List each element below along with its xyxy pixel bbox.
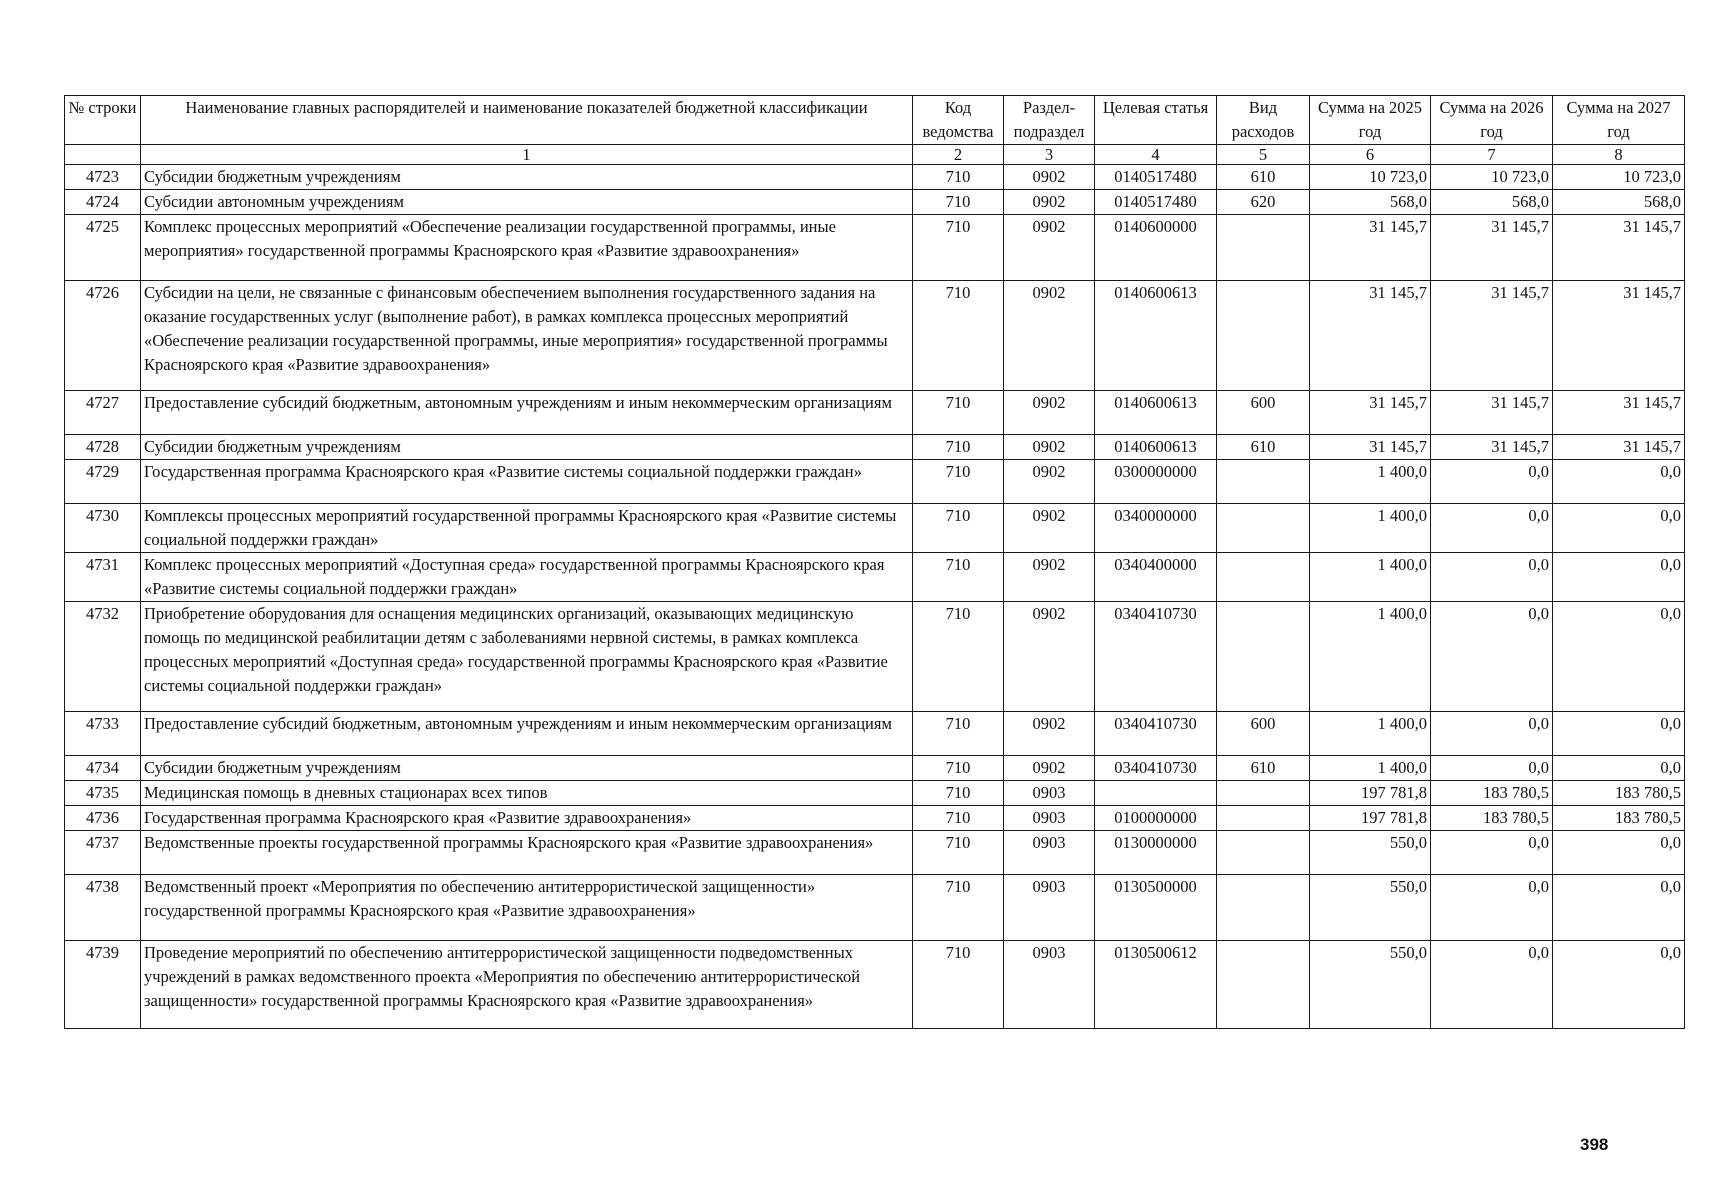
amount-2026-cell: 183 780,5 — [1431, 781, 1553, 806]
amount-2025-cell: 550,0 — [1310, 941, 1431, 1029]
row-number-cell: 4734 — [65, 756, 141, 781]
row-name-cell: Ведомственные проекты государственной программы Красноярского края «Развитие здравоохранения» — [141, 831, 913, 875]
column-number-cell: 6 — [1310, 145, 1431, 165]
amount-2027-cell: 31 145,7 — [1553, 281, 1685, 391]
header-cell: Целевая статья — [1095, 96, 1217, 145]
header-cell: Наименование главных распорядителей и наименование показателей бюджетной классификации — [141, 96, 913, 145]
target-article-cell: 0340410730 — [1095, 602, 1217, 712]
table-row — [65, 712, 1685, 756]
row-name-cell: Государственная программа Красноярского края «Развитие системы социальной поддержки граждан» — [141, 460, 913, 504]
expense-type-cell — [1217, 831, 1310, 875]
amount-2025-cell: 550,0 — [1310, 875, 1431, 941]
dept-code-cell: 710 — [913, 553, 1004, 602]
target-article-cell: 0130000000 — [1095, 831, 1217, 875]
amount-2026-cell: 0,0 — [1431, 941, 1553, 1029]
row-number-cell: 4729 — [65, 460, 141, 504]
row-name-cell: Комплекс процессных мероприятий «Доступная среда» государственной программы Красноярского края «Развитие системы социальной поддержки граждан» — [141, 553, 913, 602]
row-name-cell: Комплекс процессных мероприятий «Обеспечение реализации государственной программы, иные мероприятия» государственной программы Красноярского края «Развитие здравоохранения» — [141, 215, 913, 281]
amount-2027-cell: 0,0 — [1553, 602, 1685, 712]
target-article-cell: 0140517480 — [1095, 190, 1217, 215]
amount-2025-cell: 31 145,7 — [1310, 435, 1431, 460]
row-name-cell: Субсидии бюджетным учреждениям — [141, 165, 913, 190]
header-cell: Раздел-подраздел — [1004, 96, 1095, 145]
amount-2025-cell: 1 400,0 — [1310, 553, 1431, 602]
dept-code-cell: 710 — [913, 781, 1004, 806]
amount-2025-cell: 550,0 — [1310, 831, 1431, 875]
table-row — [65, 190, 1685, 215]
amount-2026-cell: 0,0 — [1431, 875, 1553, 941]
amount-2026-cell: 31 145,7 — [1431, 435, 1553, 460]
section-code-cell: 0902 — [1004, 281, 1095, 391]
target-article-cell: 0340410730 — [1095, 756, 1217, 781]
column-number-cell: 2 — [913, 145, 1004, 165]
section-code-cell: 0902 — [1004, 602, 1095, 712]
amount-2027-cell: 0,0 — [1553, 712, 1685, 756]
amount-2027-cell: 0,0 — [1553, 553, 1685, 602]
expense-type-cell: 610 — [1217, 756, 1310, 781]
row-name-cell: Субсидии бюджетным учреждениям — [141, 756, 913, 781]
dept-code-cell: 710 — [913, 756, 1004, 781]
column-number-cell: 8 — [1553, 145, 1685, 165]
row-number-cell: 4739 — [65, 941, 141, 1029]
section-code-cell: 0902 — [1004, 756, 1095, 781]
dept-code-cell: 710 — [913, 941, 1004, 1029]
amount-2025-cell: 568,0 — [1310, 190, 1431, 215]
expense-type-cell: 610 — [1217, 165, 1310, 190]
amount-2027-cell: 31 145,7 — [1553, 435, 1685, 460]
row-number-cell: 4731 — [65, 553, 141, 602]
table-body — [65, 165, 1685, 1029]
page-number: 398 — [1580, 1135, 1609, 1154]
table-row — [65, 831, 1685, 875]
row-name-cell: Субсидии бюджетным учреждениям — [141, 435, 913, 460]
row-number-cell: 4724 — [65, 190, 141, 215]
row-number-cell: 4733 — [65, 712, 141, 756]
amount-2027-cell: 183 780,5 — [1553, 806, 1685, 831]
section-code-cell: 0902 — [1004, 460, 1095, 504]
column-number-cell — [65, 145, 141, 165]
column-number-cell: 4 — [1095, 145, 1217, 165]
row-number-cell: 4732 — [65, 602, 141, 712]
row-number-cell: 4736 — [65, 806, 141, 831]
target-article-cell: 0140600613 — [1095, 435, 1217, 460]
amount-2027-cell: 0,0 — [1553, 460, 1685, 504]
amount-2026-cell: 0,0 — [1431, 756, 1553, 781]
table-row — [65, 806, 1685, 831]
amount-2025-cell: 10 723,0 — [1310, 165, 1431, 190]
table-row — [65, 941, 1685, 1029]
dept-code-cell: 710 — [913, 435, 1004, 460]
amount-2026-cell: 31 145,7 — [1431, 215, 1553, 281]
expense-type-cell — [1217, 941, 1310, 1029]
section-code-cell: 0903 — [1004, 941, 1095, 1029]
amount-2027-cell: 0,0 — [1553, 504, 1685, 553]
column-number-cell: 1 — [141, 145, 913, 165]
amount-2027-cell: 0,0 — [1553, 756, 1685, 781]
dept-code-cell: 710 — [913, 165, 1004, 190]
section-code-cell: 0902 — [1004, 391, 1095, 435]
dept-code-cell: 710 — [913, 806, 1004, 831]
table-row — [65, 756, 1685, 781]
row-number-cell: 4723 — [65, 165, 141, 190]
expense-type-cell: 610 — [1217, 435, 1310, 460]
target-article-cell: 0140600613 — [1095, 281, 1217, 391]
amount-2027-cell: 31 145,7 — [1553, 215, 1685, 281]
header-cell: Вид расходов — [1217, 96, 1310, 145]
row-number-cell: 4738 — [65, 875, 141, 941]
target-article-cell: 0140517480 — [1095, 165, 1217, 190]
amount-2027-cell: 10 723,0 — [1553, 165, 1685, 190]
amount-2027-cell: 568,0 — [1553, 190, 1685, 215]
amount-2026-cell: 0,0 — [1431, 553, 1553, 602]
amount-2026-cell: 0,0 — [1431, 460, 1553, 504]
header-row — [65, 96, 1685, 145]
expense-type-cell — [1217, 781, 1310, 806]
amount-2025-cell: 31 145,7 — [1310, 215, 1431, 281]
amount-2025-cell: 31 145,7 — [1310, 281, 1431, 391]
budget-table — [64, 95, 1685, 1029]
amount-2025-cell: 1 400,0 — [1310, 712, 1431, 756]
header-cell: № строки — [65, 96, 141, 145]
dept-code-cell: 710 — [913, 504, 1004, 553]
row-name-cell: Предоставление субсидий бюджетным, автономным учреждениям и иным некоммерческим организациям — [141, 391, 913, 435]
expense-type-cell: 600 — [1217, 391, 1310, 435]
section-code-cell: 0902 — [1004, 504, 1095, 553]
expense-type-cell — [1217, 281, 1310, 391]
section-code-cell: 0902 — [1004, 712, 1095, 756]
amount-2025-cell: 1 400,0 — [1310, 756, 1431, 781]
amount-2025-cell: 1 400,0 — [1310, 504, 1431, 553]
expense-type-cell — [1217, 460, 1310, 504]
target-article-cell: 0340410730 — [1095, 712, 1217, 756]
row-number-cell: 4735 — [65, 781, 141, 806]
table-row — [65, 460, 1685, 504]
table-row — [65, 504, 1685, 553]
target-article-cell: 0140600000 — [1095, 215, 1217, 281]
amount-2025-cell: 197 781,8 — [1310, 781, 1431, 806]
amount-2027-cell: 31 145,7 — [1553, 391, 1685, 435]
table-row — [65, 165, 1685, 190]
section-code-cell: 0902 — [1004, 435, 1095, 460]
section-code-cell: 0902 — [1004, 165, 1095, 190]
expense-type-cell — [1217, 602, 1310, 712]
section-code-cell: 0902 — [1004, 190, 1095, 215]
row-name-cell: Медицинская помощь в дневных стационарах всех типов — [141, 781, 913, 806]
amount-2026-cell: 0,0 — [1431, 712, 1553, 756]
row-number-cell: 4737 — [65, 831, 141, 875]
row-name-cell: Субсидии автономным учреждениям — [141, 190, 913, 215]
amount-2026-cell: 183 780,5 — [1431, 806, 1553, 831]
amount-2026-cell: 0,0 — [1431, 831, 1553, 875]
row-name-cell: Комплексы процессных мероприятий государственной программы Красноярского края «Развитие системы социальной поддержки граждан» — [141, 504, 913, 553]
row-number-cell: 4728 — [65, 435, 141, 460]
amount-2027-cell: 183 780,5 — [1553, 781, 1685, 806]
table-row — [65, 553, 1685, 602]
column-number-row — [65, 145, 1685, 165]
dept-code-cell: 710 — [913, 602, 1004, 712]
column-number-cell: 5 — [1217, 145, 1310, 165]
dept-code-cell: 710 — [913, 281, 1004, 391]
row-name-cell: Субсидии на цели, не связанные с финансовым обеспечением выполнения государственного задания на оказание государственных услуг (выполнение работ), в рамках комплекса процессных мероприятий «Обеспечение реализации государственной программы, иные мероприятия» государственной программы Красноярского края «Развитие здравоохранения» — [141, 281, 913, 391]
expense-type-cell — [1217, 215, 1310, 281]
target-article-cell: 0140600613 — [1095, 391, 1217, 435]
table-row — [65, 602, 1685, 712]
target-article-cell: 0130500000 — [1095, 875, 1217, 941]
dept-code-cell: 710 — [913, 875, 1004, 941]
expense-type-cell: 620 — [1217, 190, 1310, 215]
table-row — [65, 781, 1685, 806]
dept-code-cell: 710 — [913, 712, 1004, 756]
amount-2025-cell: 197 781,8 — [1310, 806, 1431, 831]
row-number-cell: 4726 — [65, 281, 141, 391]
row-name-cell: Предоставление субсидий бюджетным, автономным учреждениям и иным некоммерческим организациям — [141, 712, 913, 756]
amount-2025-cell: 1 400,0 — [1310, 460, 1431, 504]
header-cell: Код ведомства — [913, 96, 1004, 145]
table-row — [65, 391, 1685, 435]
expense-type-cell — [1217, 504, 1310, 553]
header-cell: Сумма на 2025 год — [1310, 96, 1431, 145]
amount-2026-cell: 0,0 — [1431, 504, 1553, 553]
amount-2026-cell: 0,0 — [1431, 602, 1553, 712]
row-number-cell: 4727 — [65, 391, 141, 435]
target-article-cell: 0340000000 — [1095, 504, 1217, 553]
table-row — [65, 215, 1685, 281]
expense-type-cell — [1217, 553, 1310, 602]
dept-code-cell: 710 — [913, 460, 1004, 504]
expense-type-cell — [1217, 875, 1310, 941]
row-name-cell: Ведомственный проект «Мероприятия по обеспечению антитеррористической защищенности» государственной программы Красноярского края «Развитие здравоохранения» — [141, 875, 913, 941]
row-name-cell: Проведение мероприятий по обеспечению антитеррористической защищенности подведомственных учреждений в рамках ведомственного проекта «Мероприятия по обеспечению антитеррористической защищенности» государственной программы Красноярского края «Развитие здравоохранения» — [141, 941, 913, 1029]
section-code-cell: 0903 — [1004, 781, 1095, 806]
table-row — [65, 281, 1685, 391]
amount-2026-cell: 31 145,7 — [1431, 281, 1553, 391]
amount-2026-cell: 568,0 — [1431, 190, 1553, 215]
table-row — [65, 435, 1685, 460]
section-code-cell: 0903 — [1004, 831, 1095, 875]
dept-code-cell: 710 — [913, 215, 1004, 281]
section-code-cell: 0903 — [1004, 875, 1095, 941]
amount-2025-cell: 1 400,0 — [1310, 602, 1431, 712]
section-code-cell: 0902 — [1004, 553, 1095, 602]
amount-2027-cell: 0,0 — [1553, 831, 1685, 875]
dept-code-cell: 710 — [913, 190, 1004, 215]
header-cell: Сумма на 2026 год — [1431, 96, 1553, 145]
row-number-cell: 4725 — [65, 215, 141, 281]
amount-2027-cell: 0,0 — [1553, 875, 1685, 941]
header-cell: Сумма на 2027 год — [1553, 96, 1685, 145]
target-article-cell: 0100000000 — [1095, 806, 1217, 831]
row-name-cell: Государственная программа Красноярского края «Развитие здравоохранения» — [141, 806, 913, 831]
expense-type-cell: 600 — [1217, 712, 1310, 756]
row-name-cell: Приобретение оборудования для оснащения медицинских организаций, оказывающих медицинскую помощь по медицинской реабилитации детям с заболеваниями нервной системы, в рамках комплекса процессных мероприятий «Доступная среда» государственной программы Красноярского края «Развитие системы социальной поддержки граждан» — [141, 602, 913, 712]
amount-2025-cell: 31 145,7 — [1310, 391, 1431, 435]
dept-code-cell: 710 — [913, 831, 1004, 875]
amount-2027-cell: 0,0 — [1553, 941, 1685, 1029]
table-row — [65, 875, 1685, 941]
expense-type-cell — [1217, 806, 1310, 831]
row-number-cell: 4730 — [65, 504, 141, 553]
target-article-cell — [1095, 781, 1217, 806]
dept-code-cell: 710 — [913, 391, 1004, 435]
target-article-cell: 0300000000 — [1095, 460, 1217, 504]
section-code-cell: 0903 — [1004, 806, 1095, 831]
target-article-cell: 0130500612 — [1095, 941, 1217, 1029]
amount-2026-cell: 31 145,7 — [1431, 391, 1553, 435]
column-number-cell: 7 — [1431, 145, 1553, 165]
section-code-cell: 0902 — [1004, 215, 1095, 281]
amount-2026-cell: 10 723,0 — [1431, 165, 1553, 190]
column-number-cell: 3 — [1004, 145, 1095, 165]
target-article-cell: 0340400000 — [1095, 553, 1217, 602]
